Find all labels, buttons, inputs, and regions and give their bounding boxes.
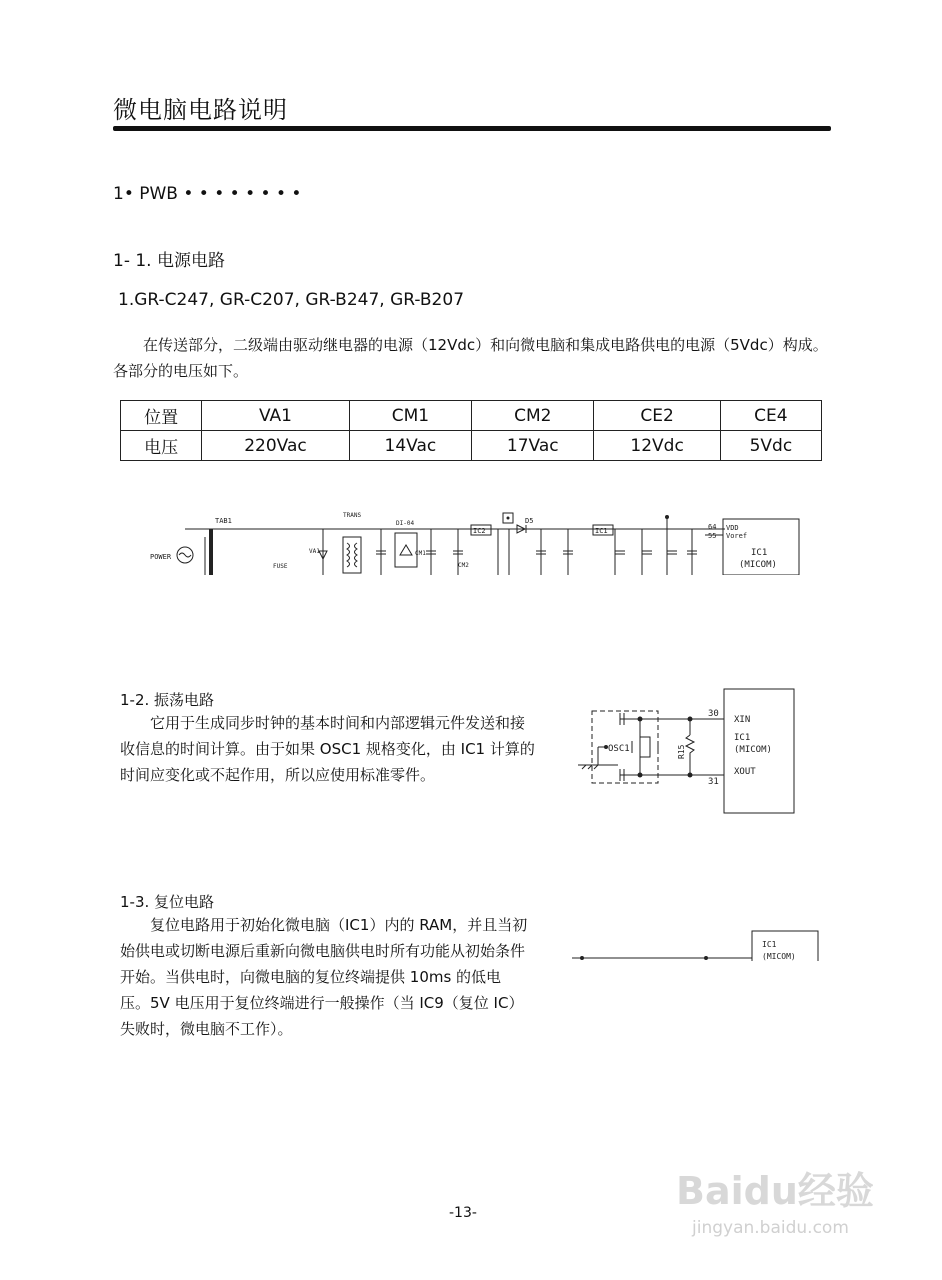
vdd-label: VDD	[726, 524, 739, 532]
d5-label: D5	[525, 517, 534, 525]
section-heading-pwb: 1• PWB • • • • • • • •	[113, 184, 302, 204]
r15-label: R15	[677, 744, 686, 759]
cm2-label: CM2	[458, 562, 469, 569]
watermark-logo: Baidu经验	[676, 1169, 874, 1213]
table-row	[121, 401, 822, 431]
page-number: -13-	[449, 1205, 477, 1221]
pin64-label: 64	[708, 523, 717, 531]
voref-label: Voref	[726, 532, 748, 540]
osc1-label: OSC1	[608, 744, 630, 754]
reset-paragraph-text: 复位电路用于初始化微电脑（IC1）内的 RAM，并且当初始供电或切断电源后重新向微电脑供电时所有功能从初始条件开始。当供电时，向微电脑的复位终端提供 10ms 的低电压。5V 电压用于复位终端进行一般操作（当 IC9（复位 IC）失败时，微电脑不工作）。	[120, 916, 528, 1038]
table-cell: 220Vac	[202, 431, 349, 461]
micom-label: (MICOM)	[739, 560, 777, 570]
section-heading-power-circuit: 1- 1. 电源电路	[113, 251, 225, 271]
reset-ic1-label: IC1	[762, 940, 777, 949]
table-cell: CE4	[720, 401, 821, 431]
reset-circuit-diagram	[566, 925, 820, 961]
table-cell: 位置	[121, 401, 202, 431]
model-list: 1.GR-C247, GR-C207, GR-B247, GR-B207	[118, 290, 465, 310]
oscillator-paragraph	[120, 710, 538, 788]
table-cell: CM2	[472, 401, 594, 431]
table-cell: 电压	[121, 431, 202, 461]
table-cell: VA1	[202, 401, 349, 431]
xout-label: XOUT	[734, 767, 756, 777]
section-heading-oscillator: 1-2. 振荡电路	[120, 691, 215, 709]
trans-label: TRANS	[343, 512, 362, 519]
ic2-label: IC2	[473, 527, 486, 535]
xin-label: XIN	[734, 715, 751, 725]
title-underline	[113, 126, 831, 131]
oscillator-paragraph-text: 它用于生成同步时钟的基本时间和内部逻辑元件发送和接收信息的时间计算。由于如果 OSC1 规格变化，由 IC1 计算的时间应变化或不起作用，所以应使用标准零件。	[120, 714, 535, 784]
ic1-label: IC1	[751, 548, 768, 558]
table-cell: CM1	[349, 401, 471, 431]
page-title: 微电脑电路说明	[113, 96, 288, 124]
pin55-label: 55	[708, 532, 717, 540]
pin30-label: 30	[708, 709, 719, 719]
di04-label: DI-04	[396, 520, 415, 527]
va1-label: VA1	[309, 548, 320, 555]
watermark-url: jingyan.baidu.com	[692, 1218, 849, 1238]
table-cell: 17Vac	[472, 431, 594, 461]
oscillator-circuit-diagram	[560, 683, 806, 819]
tab1-label: TAB1	[215, 517, 232, 525]
pin31-label: 31	[708, 777, 719, 787]
table-cell: 12Vdc	[594, 431, 720, 461]
table-cell: 14Vac	[349, 431, 471, 461]
voltage-table	[120, 400, 822, 461]
section-heading-reset: 1-3. 复位电路	[120, 893, 215, 911]
osc-ic1-label: IC1	[734, 733, 751, 743]
cm1-label: CM1	[415, 550, 426, 557]
table-cell: CE2	[594, 401, 720, 431]
power-paragraph-text: 在传送部分，二级端由驱动继电器的电源（12Vdc）和向微电脑和集成电路供电的电源（5Vdc）构成。各部分的电压如下。	[113, 336, 828, 380]
ic1-box-label: IC1	[595, 527, 608, 535]
fuse-label: FUSE	[273, 563, 288, 570]
table-cell: 5Vdc	[720, 431, 821, 461]
osc-micom-label: (MICOM)	[734, 745, 772, 755]
power-circuit-diagram	[145, 507, 805, 575]
reset-micom-label: (MICOM)	[762, 952, 796, 961]
power-label: POWER	[150, 553, 172, 561]
table-row	[121, 431, 822, 461]
power-paragraph	[113, 332, 833, 384]
reset-paragraph	[120, 912, 530, 1042]
